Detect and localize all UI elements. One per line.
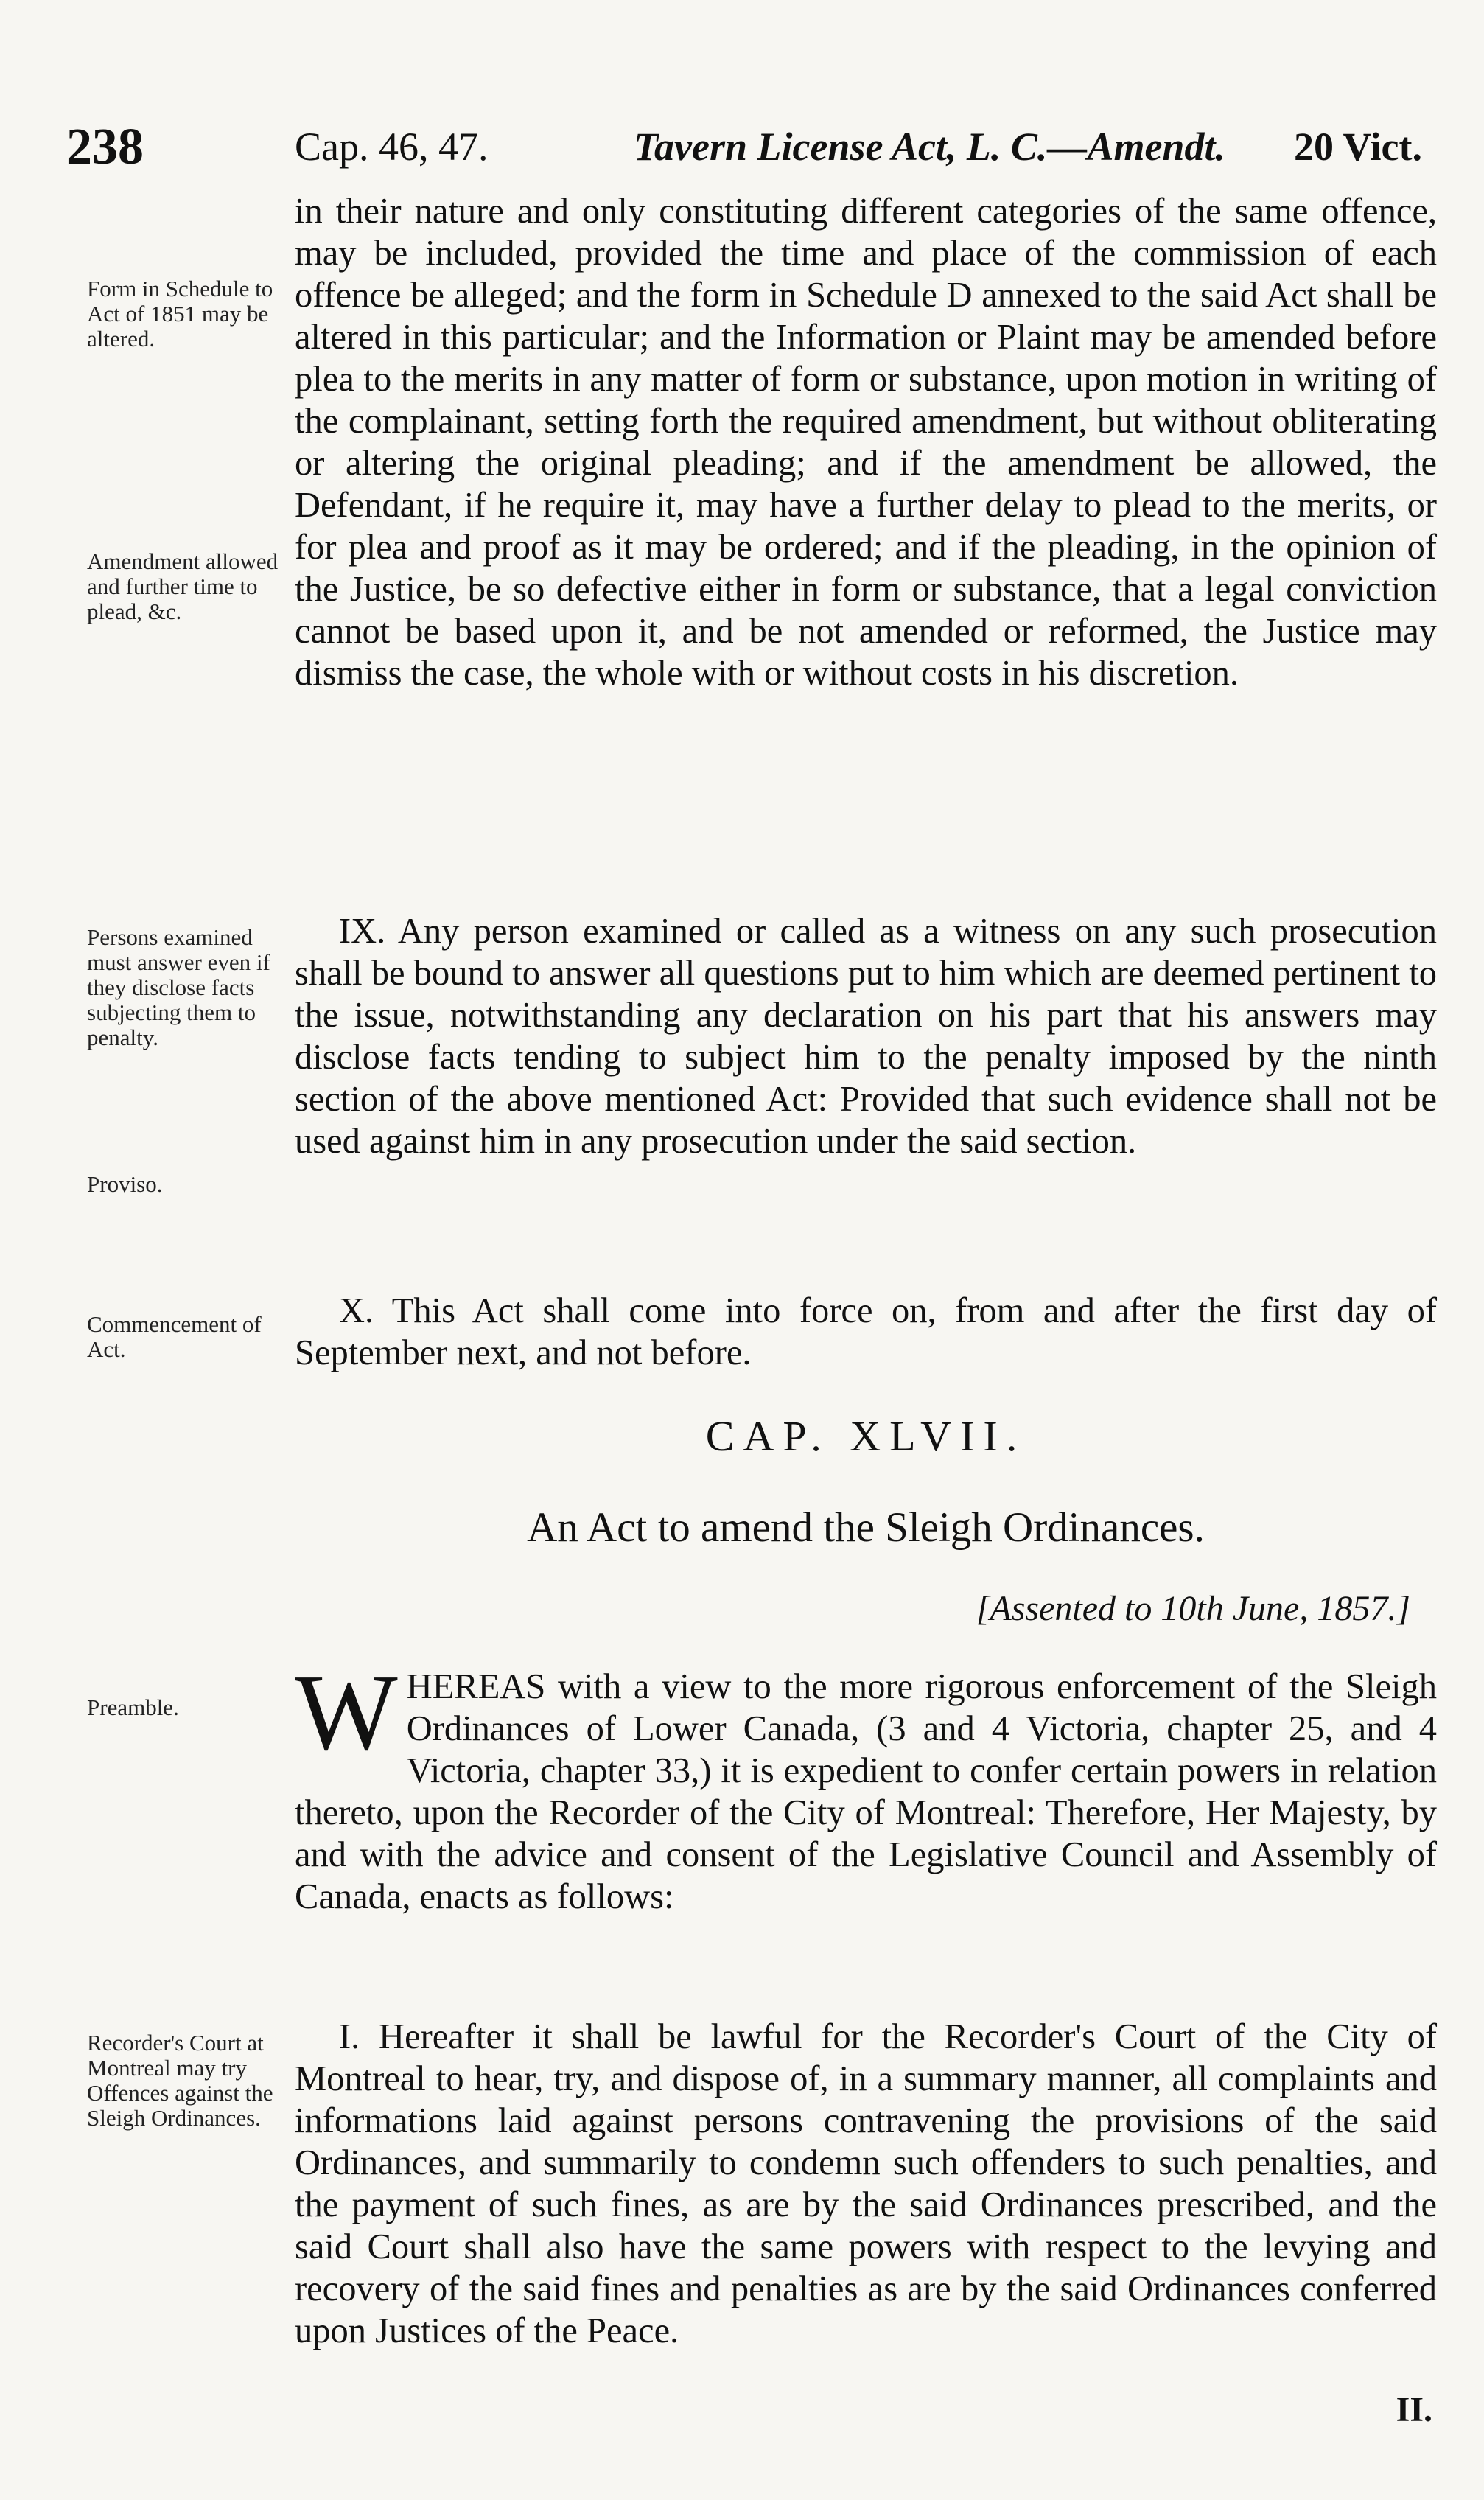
running-head bbox=[66, 118, 1437, 177]
section-x: X. This Act shall come into force on, from and after the first day of September next, and not before. bbox=[295, 1291, 1437, 1372]
margin-note-amendment: Amendment allowed and further time to plead, &c. bbox=[87, 548, 279, 624]
drop-cap: W bbox=[295, 1652, 398, 1773]
running-title: Tavern License Act, L. C.—Amendt. bbox=[634, 125, 1225, 169]
preamble-paragraph bbox=[295, 1652, 1437, 1918]
regnal-year: 20 Vict. bbox=[1294, 125, 1422, 169]
chapter-reference: Cap. 46, 47. bbox=[295, 125, 489, 169]
margin-note-commencement: Commencement of Act. bbox=[87, 1311, 262, 1362]
margin-note-preamble: Preamble. bbox=[87, 1694, 179, 1720]
margin-note-form-schedule: Form in Schedule to Act of 1851 may be altered. bbox=[87, 276, 273, 352]
assent-date: [Assented to 10th June, 1857.] bbox=[976, 1589, 1410, 1628]
chapter-heading: CAP. XLVII. bbox=[705, 1412, 1026, 1460]
continuation-paragraph: in their nature and only constituting different categories of the same offence, may be included, provided the time and place of the commission of each offence be alleged; and the form in Schedule D annexed to the said Act shall be altered in this particular; and the Information or Plaint may be amended before plea to the merits in any matter of form or substance, upon motion in writing of the complainant, setting forth the required amendment, but without obliterating or altering the original pleading; and if the amendment be allowed, the Defendant, if he require it, may have a further delay to plead to the merits, or for plea and proof as it may be ordered; and if the pleading, in the opinion of the Justice, be so defective either in form or substance, that a legal conviction cannot be based upon it, and be not amended or reformed, the Justice may dismiss the case, the whole with or without costs in his discretion. bbox=[295, 192, 1437, 693]
catchword: II. bbox=[1396, 2390, 1432, 2429]
margin-note-proviso: Proviso. bbox=[87, 1171, 163, 1197]
page-number: 238 bbox=[66, 119, 144, 175]
act-title: An Act to amend the Sleigh Ordinances. bbox=[527, 1504, 1205, 1551]
section-i: I. Hereafter it shall be lawful for the Recorder's Court of the City of Montreal to hear, try, and dispose of, in a summary manner, all complaints and informations laid against persons contravening the provisions of the said Ordinances, and summarily to condemn such offenders to such penalties, and the payment of such fines, as are by the said Ordinances prescribed, and the said Court shall also have the same powers with respect to the levying and recovery of the said fines and penalties as are by the said Ordinances conferred upon Justices of the Peace. bbox=[295, 2017, 1437, 2350]
margin-note-persons-examined: Persons examined must answer even if they disclose facts subjecting them to penalty. bbox=[87, 924, 270, 1050]
section-ix: IX. Any person examined or called as a witness on any such prosecution shall be bound to answer all questions put to him which are deemed pertinent to the issue, notwithstanding any declaration on his part that his answers may disclose facts tending to subject him to the penalty imposed by the ninth section of the above mentioned Act: Provided that such evidence shall not be used against him in any prosecution under the said section. bbox=[295, 912, 1437, 1161]
preamble-text: HEREAS with a view to the more rigorous enforcement of the Sleigh Ordinances of Lower Canada, (3 and 4 Victoria, chapter 25, and 4 Victoria, chapter 33,) it is expedient to confer certain powers in relation thereto, upon the Recorder of the City of Montreal: Therefore, Her Majesty, by and with the advice and consent of the Legislative Council and Assembly of Canada, enacts as follows: bbox=[295, 1667, 1437, 1916]
margin-note-recorders-court: Recorder's Court at Montreal may try Offences against the Sleigh Ordinances. bbox=[87, 2030, 273, 2131]
